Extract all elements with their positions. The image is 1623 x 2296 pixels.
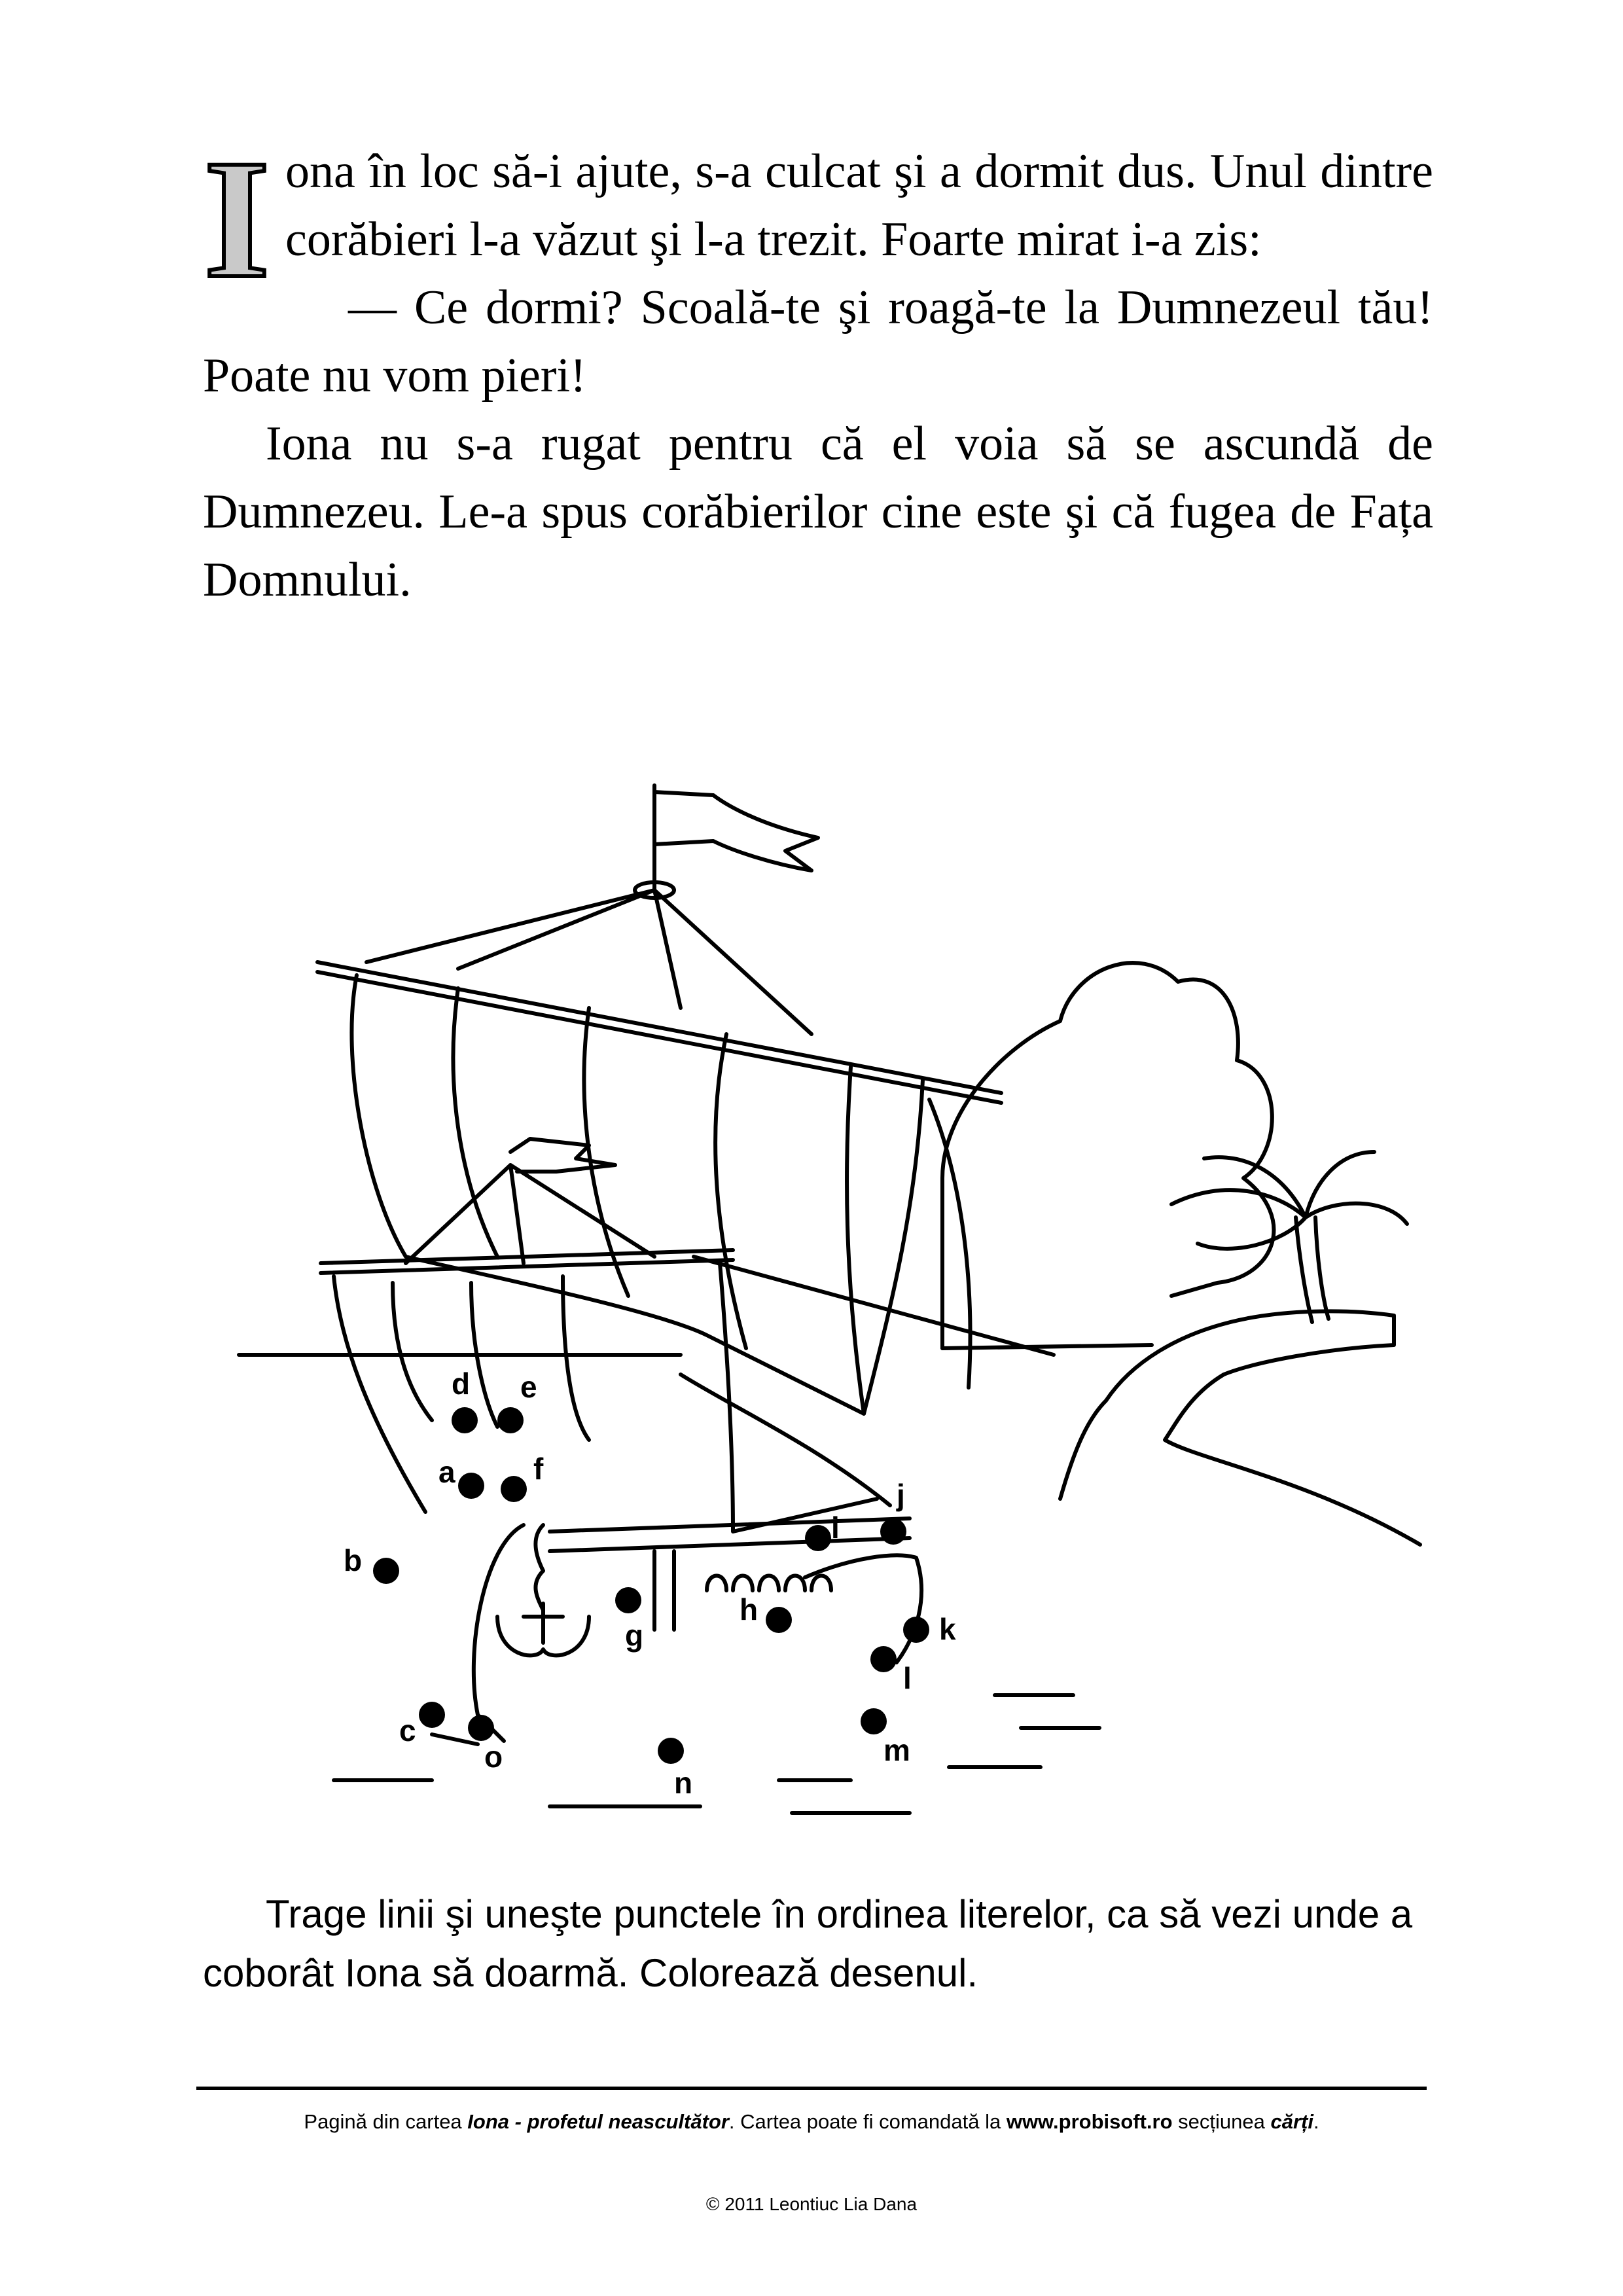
ready-line — [432, 1525, 524, 1744]
anchor-chain — [535, 1525, 543, 1610]
dot-label-d: d — [452, 1367, 471, 1401]
fore-sail-seams — [393, 1276, 589, 1440]
dot-label-m: m — [883, 1733, 910, 1767]
copyright-symbol: © — [705, 2194, 720, 2214]
dot-f — [501, 1476, 527, 1502]
footer-section-prefix: secțiunea — [1172, 2110, 1271, 2133]
main-flag — [654, 792, 818, 870]
dot-label-l: l — [903, 1661, 912, 1695]
dot-label-a: a — [438, 1455, 455, 1489]
water-lines — [334, 1695, 1099, 1813]
dot-i — [805, 1525, 831, 1551]
dot-g — [615, 1587, 641, 1613]
dot-m — [861, 1708, 887, 1734]
dot-e — [497, 1407, 524, 1433]
dot-label-b: b — [344, 1543, 363, 1577]
horizon-line — [239, 1345, 1152, 1355]
copyright-line — [196, 2194, 1427, 2215]
footer-note — [196, 2110, 1427, 2134]
main-yard — [317, 962, 1001, 1103]
instruction-text: Trage linii şi uneşte punctele în ordinea literelor, ca să vezi unde a coborât Iona să doarmă. Colorează desenul. — [203, 1892, 1413, 1995]
anchor — [497, 1604, 589, 1655]
dot-label-f: f — [533, 1452, 544, 1486]
dot-o — [468, 1715, 494, 1741]
dot-label-c: c — [399, 1713, 416, 1748]
footer-website: www.probisoft.ro — [1006, 2110, 1173, 2133]
dot-label-n: n — [674, 1766, 693, 1800]
dot-label-i: i — [831, 1511, 840, 1545]
story-paragraph-2: — Ce dormi? Scoală-te şi roagă-te la Dumnezeul tău! Poate nu vom pieri! — [203, 281, 1433, 403]
footer-book-title: Iona - profetul neascultător — [467, 2110, 729, 2133]
dot-d — [452, 1407, 478, 1433]
ship-hull — [550, 1518, 921, 1662]
palm-fronds — [1171, 1152, 1407, 1249]
dot-label-k: k — [939, 1612, 956, 1646]
dot-h — [766, 1607, 792, 1633]
dot-label-h: h — [740, 1592, 758, 1626]
dot-label-e: e — [520, 1370, 537, 1404]
dot-c — [419, 1702, 445, 1728]
drop-cap: I — [204, 125, 270, 314]
hull-portholes — [707, 1576, 831, 1591]
footer-section: cărți — [1270, 2110, 1313, 2133]
dot-l — [870, 1646, 897, 1672]
footer-suffix: . — [1313, 2110, 1319, 2133]
story-text — [203, 125, 1433, 614]
dot-label-o: o — [484, 1740, 503, 1774]
dot-b — [373, 1558, 399, 1584]
dot-a — [458, 1473, 484, 1499]
palm-trunk — [1296, 1217, 1329, 1322]
footer-prefix: Pagină din cartea — [304, 2110, 468, 2133]
activity-instruction — [203, 1885, 1433, 2003]
footer-middle: . Cartea poate fi comandată la — [728, 2110, 1007, 2133]
main-sail — [351, 975, 923, 1414]
rear-sail — [681, 1100, 1054, 1505]
story-paragraph-1: ona în loc să-i ajute, s-a culcat şi a dormit dus. Unul dintre corăbieri l-a văzut şi l-a trezit. Foarte mirat i-a zis: — [285, 145, 1433, 266]
fore-rigging — [406, 1165, 654, 1263]
story-paragraph-3: Iona nu s-a rugat pentru că el voia să se ascundă de Dumnezeu. Le-a spus corăbierilor cine este şi că fugea de Fața Domnului. — [203, 417, 1433, 607]
fore-yard — [321, 1250, 733, 1273]
dot-label-j: j — [897, 1478, 905, 1512]
footer-divider — [196, 2087, 1427, 2090]
dot-j — [880, 1518, 906, 1545]
dot-k — [903, 1617, 929, 1643]
copyright-text: 2011 Leontiuc Lia Dana — [719, 2194, 918, 2214]
dot-label-g: g — [625, 1619, 644, 1653]
fore-flag — [510, 1139, 615, 1172]
dot-n — [658, 1738, 684, 1764]
connect-the-dots-ship-illustration — [216, 759, 1427, 1833]
